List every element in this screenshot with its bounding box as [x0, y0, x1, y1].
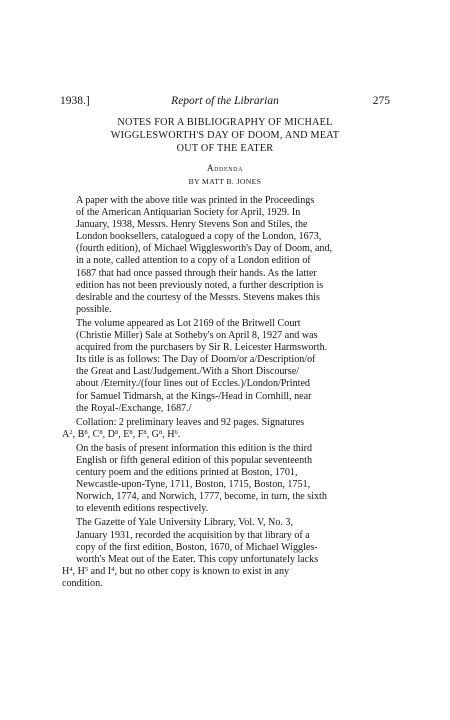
- text-line: the Royal-/Exchange, 1687./: [76, 402, 192, 414]
- signature-letter: H: [62, 565, 70, 577]
- signature-letter: C: [92, 428, 100, 440]
- section-heading-addenda: Addenda: [206, 163, 244, 173]
- signature-count: 8: [84, 428, 88, 436]
- text-line: The volume appeared as Lot 2169 of the Britwell Court: [76, 317, 301, 329]
- text-line: A paper with the above title was printed in the Proceedings: [76, 195, 315, 206]
- article-title: [66, 116, 384, 155]
- text-line: (Christie Miller) Sale at Sotheby's on April 8, 1927 and was: [76, 330, 318, 342]
- signature-letter: G: [151, 428, 159, 440]
- text-line: about /Eternity./(four lines out of Eccles.)/London/Printed: [76, 378, 310, 390]
- text-run: ,: [132, 428, 138, 440]
- signature-letter: A: [62, 428, 70, 440]
- signature-count: 6: [174, 428, 178, 436]
- text-line: edition has not been previously noted, a further description is: [76, 279, 324, 291]
- text-line: the Great and Last/Judgement./With a Short Discourse/: [76, 366, 300, 378]
- text-line: English or fifth general edition of this popular seventeenth: [76, 454, 313, 466]
- text-run: ,: [162, 428, 168, 440]
- text-line: condition.: [62, 577, 103, 589]
- text-line: to eleventh editions respectively.: [76, 503, 209, 515]
- paragraph: [62, 517, 390, 590]
- paragraph: [62, 443, 390, 516]
- text-line: [62, 566, 390, 578]
- text-line: January 1931, recorded the acquisition by that library of a: [76, 529, 310, 541]
- paragraph: [62, 318, 390, 415]
- text-line: Norwich, 1774, and Norwich, 1777, become, in turn, the sixth: [76, 491, 327, 503]
- text-line: worth's Meat out of the Eater. This copy unfortunately lacks: [76, 553, 319, 565]
- running-head-title: Report of the Librarian: [171, 95, 279, 107]
- text-line: Its title is as follows: The Day of Doom/or a/Description/of: [76, 354, 316, 366]
- signature-count: 8: [129, 428, 133, 436]
- article-body: [62, 195, 390, 592]
- text-line: copy of the first edition, Boston, 1670, of Michael Wiggles-: [76, 541, 318, 553]
- signature-count: 8: [99, 428, 103, 436]
- article-title-line: WIGGLESWORTH'S DAY OF DOOM, AND MEAT: [110, 130, 340, 141]
- text-run: ,: [102, 428, 108, 440]
- text-run: , H: [72, 565, 85, 577]
- signature-letter: E: [123, 428, 130, 440]
- text-run: ,: [87, 428, 93, 440]
- text-run: .: [177, 428, 181, 440]
- text-line: of the American Antiquarian Society for April, 1929. In: [76, 207, 301, 219]
- article-title-line: OUT OF THE EATER: [176, 143, 274, 154]
- signature-count: 2: [69, 428, 73, 436]
- signature-count: 5: [84, 565, 89, 573]
- signature-letter: B: [77, 428, 85, 440]
- text-line: century poem and the editions printed at Boston, 1701,: [76, 467, 298, 479]
- text-line: 1687 that had once passed through their hands. As the latter: [76, 267, 317, 279]
- paragraph: [62, 195, 390, 316]
- signature-count: 8: [114, 428, 119, 436]
- running-head: [60, 94, 390, 108]
- signature-letter: H: [167, 428, 175, 440]
- text-line: in a note, called attention to a copy of a London edition of: [76, 255, 311, 267]
- text-line: acquired from the purchasers by Sir R. Leicester Harmsworth.: [76, 342, 328, 354]
- text-run: ,: [118, 428, 124, 440]
- text-run: and I: [88, 565, 112, 577]
- text-line: January, 1938, Messrs. Henry Stevens Son and Stiles, the: [76, 219, 308, 231]
- page-number: 275: [372, 95, 390, 107]
- author-byline: BY MATT B. JONES: [188, 177, 262, 186]
- signature-count: 8: [143, 428, 147, 436]
- signature-count: 8: [158, 428, 163, 436]
- signature-count: 4: [111, 565, 115, 573]
- text-line: for Samuel Tidmarsh, at the Kings-/Head in Cornhill, near: [76, 390, 312, 402]
- text-run: ,: [146, 428, 152, 440]
- text-line: (fourth edition), of Michael Wigglesworth's Day of Doom, and,: [76, 243, 333, 255]
- text-line: The Gazette of Yale University Library, Vol. V, No. 3,: [76, 517, 293, 529]
- text-line: desirable and the courtesy of the Messrs. Stevens makes this: [76, 291, 320, 303]
- text-line: possible.: [76, 303, 112, 315]
- running-head-year: 1938.]: [60, 95, 90, 107]
- text-line: Newcastle-upon-Tyne, 1711, Boston, 1715, Boston, 1751,: [76, 479, 311, 491]
- signature-list: [73, 429, 181, 440]
- text-line: London booksellers, catalogued a copy of the London, 1673,: [76, 231, 322, 243]
- text-run: , but no other copy is known to exist in any: [114, 565, 290, 577]
- signature-count: 4: [69, 565, 73, 573]
- signatures-line: [62, 429, 390, 441]
- paragraph: [62, 417, 390, 441]
- signature-letter: D: [107, 428, 115, 440]
- text-line: Collation: 2 preliminary leaves and 92 pages. Signatures: [76, 416, 305, 428]
- text-line: On the basis of present information this edition is the third: [76, 442, 313, 454]
- text-run: ,: [72, 428, 78, 440]
- signature-letter: F: [137, 428, 144, 440]
- article-title-line: NOTES FOR A BIBLIOGRAPHY OF MICHAEL: [117, 117, 333, 128]
